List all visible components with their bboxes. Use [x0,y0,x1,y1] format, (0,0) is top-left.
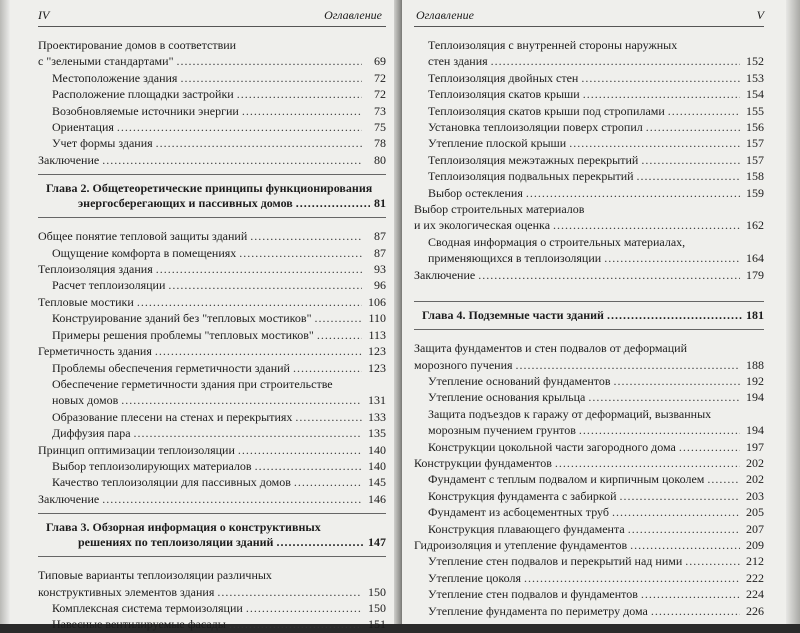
divider [38,513,386,514]
right-page [402,0,800,624]
page-number: 73 [374,103,386,118]
entry-title-text: Теплоизоляция подвальных перекрытий ..... [428,168,740,184]
toc-entry [414,504,764,520]
entry-title-text: Расположение площадки застройки ..... [52,86,362,102]
running-header [414,0,764,27]
toc-entry [38,376,386,409]
page-number: 150 [368,584,386,599]
page-edge-shadow [786,0,800,624]
chapter-title-text: Глава 4. Подземные части зданий ..... [422,308,742,323]
toc-entry [414,70,764,86]
entry-title-text: Ощущение комфорта в помещениях ..... [52,245,362,261]
page-number: 188 [746,357,764,372]
page-number: 207 [746,521,764,536]
toc-entry [38,103,386,119]
toc-entry [414,406,764,439]
entry-title-text: Возобновляемые источники энергии ..... [52,103,362,119]
entry-title-line [38,584,386,600]
entry-title-text: Конструирование зданий без "тепловых мостиков" ..... [52,310,362,326]
entry-title-text: стен здания ..... [428,53,740,69]
page-number: 135 [368,426,386,441]
toc-entry [38,425,386,441]
entry-title-text: Утепление цоколя ..... [428,570,740,586]
entry-title-text: Заключение ..... [38,152,362,168]
page-number: 153 [746,70,764,85]
entry-title-line: Сводная информация о строительных материалах, [428,234,686,249]
divider [38,556,386,557]
entry-title-text: Утепление плоской крыши ..... [428,135,740,151]
toc-entry [38,600,386,616]
entry-title-text: Принцип оптимизации теплоизоляции ..... [38,442,362,458]
page-number: 96 [374,278,386,293]
entry-title-text: морозным пучением грунтов ..... [428,422,740,438]
page-number: 194 [746,423,764,438]
entry-title-text: Конструкция плавающего фундамента ..... [428,521,740,537]
entry-title-text: Гидроизоляция и утепление фундаментов ..... [414,537,740,553]
page-number: 224 [746,587,764,602]
entry-title-text: Ориентация ..... [52,119,362,135]
toc-entry [38,70,386,86]
chapter-title-text: решениях по теплоизоляции зданий ..... [78,535,364,550]
page-number: 81 [374,196,386,211]
toc-entry [38,327,386,343]
page-number: 131 [368,393,386,408]
page-number: V [756,8,764,22]
entry-title-text: Выбор теплоизолирующих материалов ..... [52,458,362,474]
page-number: 140 [368,442,386,457]
chapter-title-line [46,535,386,550]
toc-entry [414,340,764,373]
toc-entry [414,152,764,168]
entry-title-line [428,250,764,266]
toc-entry [38,360,386,376]
chapter-heading [414,308,764,323]
toc-entry [414,389,764,405]
entry-title-line: Теплоизоляция с внутренней стороны наружных [428,38,678,52]
toc-entry [414,439,764,455]
entry-title-text: Конструкции цокольной части загородного дома ..... [428,439,740,455]
page-number: 205 [746,505,764,520]
page-number: IV [38,8,50,22]
page-number: 145 [368,475,386,490]
entry-title-text: Фундамент из асбоцементных труб ..... [428,504,740,520]
entry-title-text: Комплексная система термоизоляции ..... [52,600,362,616]
entry-title-text: Теплоизоляция скатов крыши под стропилами ..... [428,103,740,119]
toc-entry [414,373,764,389]
page-number: 159 [746,185,764,200]
entry-title-text: Теплоизоляция здания ..... [38,261,362,277]
entry-title-text: применяющихся в теплоизоляции ..... [428,250,740,266]
table-of-contents [414,37,764,619]
chapter-title-line: Глава 3. Обзорная информация о конструктивных [46,520,321,535]
entry-title-text: Установка теплоизоляции поверх стропил ..... [428,119,740,135]
entry-title-text: Учет формы здания ..... [52,135,362,151]
toc-entry [414,201,764,234]
toc-entry [414,586,764,602]
page-edge-shadow [0,0,10,624]
page-number: 181 [746,308,764,323]
page-number: 123 [368,360,386,375]
toc-entry [414,234,764,267]
toc-entry [38,409,386,425]
entry-title-text: Теплоизоляция скатов крыши ..... [428,86,740,102]
entry-title-text: Конструкции фундаментов ..... [414,455,740,471]
page-number: 93 [374,262,386,277]
chapter-heading [38,520,386,550]
entry-title-text: Диффузия пара ..... [52,425,362,441]
page-number: 151 [368,617,386,632]
toc-entry [38,294,386,310]
divider [414,301,764,302]
toc-entry [414,521,764,537]
chapter-heading [38,181,386,211]
toc-entry [38,228,386,244]
toc-entry [414,86,764,102]
page-number: 157 [746,152,764,167]
page-number: 113 [368,327,386,342]
page-number: 147 [368,535,386,550]
entry-title-text: Утепление стен подвалов и перекрытий над ними ..... [428,553,740,569]
toc-entry [414,135,764,151]
toc-entry [38,310,386,326]
entry-title-text: Качество теплоизоляции для пассивных домов ..... [52,474,362,490]
chapter-title-line [46,196,386,211]
page-number: 203 [746,488,764,503]
entry-title-text: Теплоизоляция межэтажных перекрытий ..... [428,152,740,168]
toc-entry [38,37,386,70]
toc-entry [414,185,764,201]
entry-title-text: Выбор остекления ..... [428,185,740,201]
page-number: 194 [746,390,764,405]
running-header [38,0,386,27]
entry-title-text: Проблемы обеспечения герметичности зданий ..... [52,360,362,376]
toc-entry [38,119,386,135]
page-number: 162 [746,218,764,233]
entry-title-text: Заключение ..... [38,491,362,507]
toc-entry [414,455,764,471]
toc-entry [38,442,386,458]
page-number: 80 [374,152,386,167]
entry-title-text: Теплоизоляция двойных стен ..... [428,70,740,86]
page-number: 72 [374,70,386,85]
divider [38,174,386,175]
toc-entry [38,245,386,261]
toc-entry [38,474,386,490]
entry-title-text: Утепление стен подвалов и фундаментов ..... [428,586,740,602]
entry-title-line: Защита подъездов к гаражу от деформаций, вызванных [428,406,712,421]
entry-title-line [414,357,764,373]
page-number: 197 [746,439,764,454]
page-number: 123 [368,344,386,359]
page-number: 164 [746,251,764,266]
page-number: 212 [746,554,764,569]
entry-title-text: Примеры решения проблемы "тепловых мостиков" ..... [52,327,362,343]
page-number: 226 [746,603,764,618]
divider [414,329,764,330]
toc-entry [414,37,764,70]
divider [38,217,386,218]
page-number: 202 [746,455,764,470]
page-number: 209 [746,537,764,552]
toc-entry [414,488,764,504]
entry-title-text: Герметичность здания ..... [38,343,362,359]
entry-title-text: Утепление оснований фундаментов ..... [428,373,740,389]
table-of-contents [38,37,386,633]
entry-title-text: Общее понятие тепловой защиты зданий ..... [38,228,362,244]
chapter-title-text: энергосберегающих и пассивных домов ..... [78,196,370,211]
page-number: 192 [746,373,764,388]
entry-title-text: Местоположение здания ..... [52,70,362,86]
entry-title-line: Выбор строительных материалов [414,202,585,217]
entry-title-text: и их экологическая оценка ..... [414,217,740,233]
entry-title-text: Заключение ..... [414,267,740,283]
toc-entry [38,135,386,151]
page-number: 72 [374,87,386,102]
toc-entry [414,103,764,119]
page-number: 110 [368,311,386,326]
running-title: Оглавление [416,8,474,22]
entry-title-line: Проектирование домов в соответствии [38,38,237,52]
entry-title-line: Обеспечение герметичности здания при строительстве [52,376,333,391]
toc-entry [414,537,764,553]
page-number: 222 [746,570,764,585]
entry-title-text: Фундамент с теплым подвалом и кирпичным цоколем ..... [428,471,740,487]
page-number: 154 [746,87,764,102]
toc-entry [414,168,764,184]
entry-title-text: морозного пучения ..... [414,357,740,373]
page-number: 150 [368,600,386,615]
entry-title-text: новых домов ..... [52,392,362,408]
toc-entry [38,458,386,474]
page-number: 152 [746,54,764,69]
page-number: 75 [374,120,386,135]
entry-title-line [428,422,764,438]
toc-entry [38,616,386,632]
page-number: 140 [368,458,386,473]
page-number: 87 [374,229,386,244]
page-number: 69 [374,54,386,69]
page-number: 179 [746,267,764,282]
toc-entry [38,86,386,102]
toc-entry [414,471,764,487]
running-title: Оглавление [324,8,382,22]
entry-title-text: Тепловые мостики ..... [38,294,362,310]
toc-entry [414,553,764,569]
entry-title-text: Расчет теплоизоляции ..... [52,277,362,293]
entry-title-line: Типовые варианты теплоизоляции различных [38,568,272,583]
entry-title-text: Образование плесени на стенах и перекрытиях ..... [52,409,362,425]
toc-entry [38,491,386,507]
page-number: 106 [368,294,386,309]
toc-entry [38,152,386,168]
toc-entry [414,267,764,283]
page-number: 156 [746,120,764,135]
toc-entry [414,570,764,586]
toc-entry [38,261,386,277]
page-number: 133 [368,409,386,424]
entry-title-text: Утепление фундамента по периметру дома ..... [428,603,740,619]
entry-title-line: Защита фундаментов и стен подвалов от деформаций [414,341,688,356]
entry-title-text: Навесные вентилируемые фасады ..... [52,616,362,632]
entry-title-text: с "зелеными стандартами" ..... [38,53,362,69]
entry-title-line [52,392,386,408]
page-number: 202 [746,472,764,487]
entry-title-text: конструктивных элементов здания ..... [38,584,362,600]
page-number: 155 [746,103,764,118]
chapter-title-line: Глава 2. Общетеоретические принципы функционирования [46,181,373,196]
page-number: 78 [374,136,386,151]
page-number: 158 [746,169,764,184]
entry-title-text: Конструкция фундамента с забиркой ..... [428,488,740,504]
toc-entry [38,343,386,359]
page-number: 146 [368,491,386,506]
entry-title-line [38,53,386,69]
left-page [0,0,398,632]
toc-entry [414,119,764,135]
page-number: 157 [746,136,764,151]
toc-entry [414,603,764,619]
entry-title-text: Утепление основания крыльца ..... [428,389,740,405]
entry-title-line [414,217,764,233]
toc-entry [38,567,386,600]
page-number: 87 [374,245,386,260]
entry-title-line [428,53,764,69]
toc-entry [38,277,386,293]
